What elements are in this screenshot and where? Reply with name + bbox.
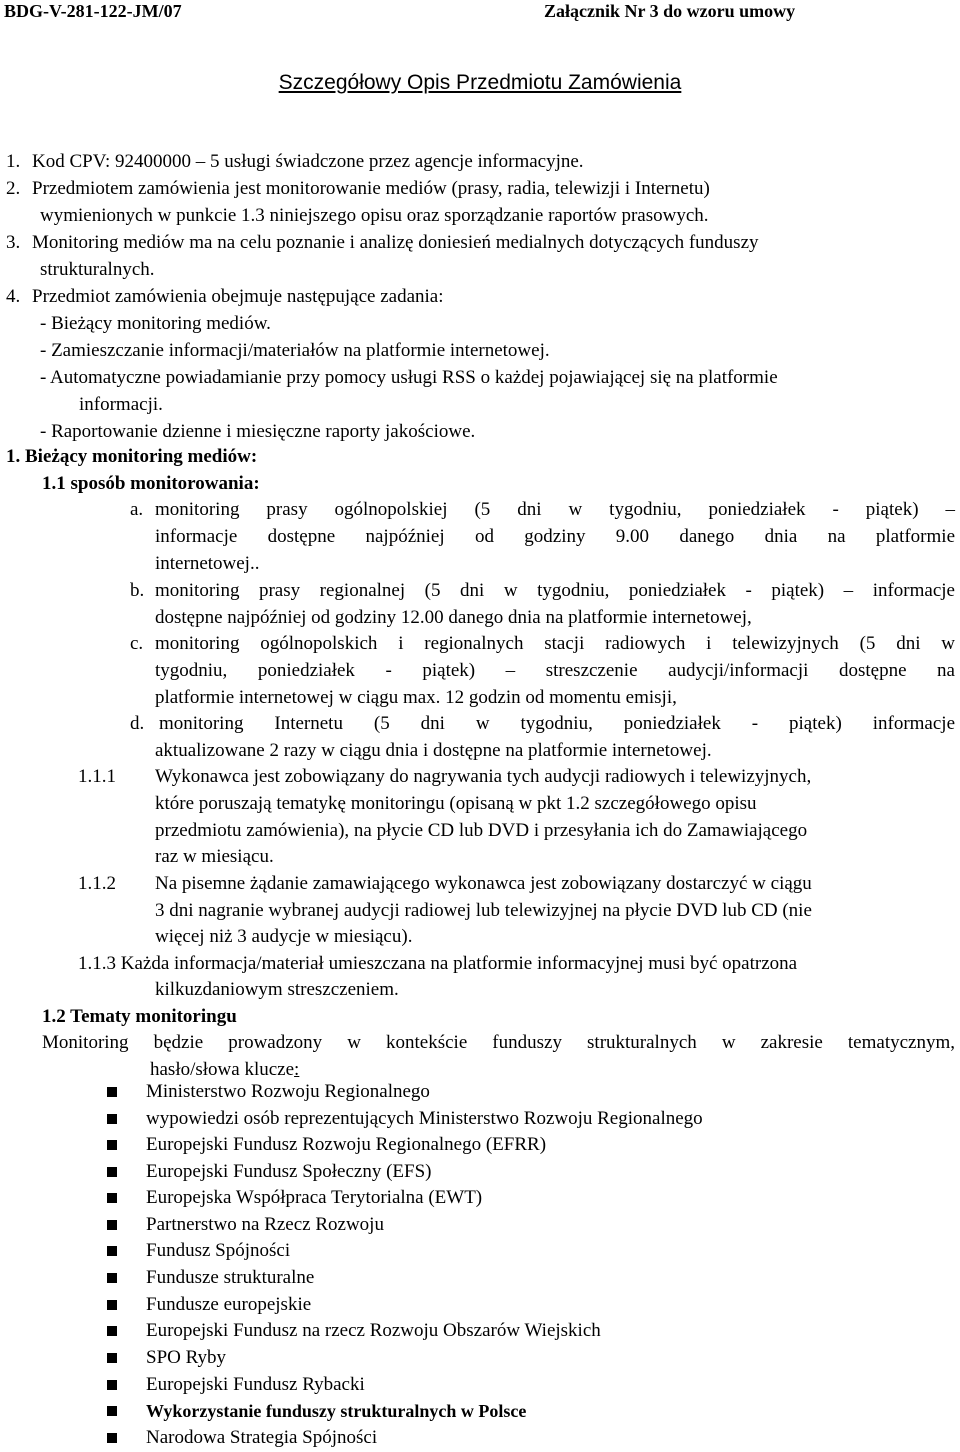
bullet-icon	[107, 1087, 117, 1097]
task-item-continuation: informacji.	[79, 394, 163, 415]
item-a-line: informacje dostępne najpóźniej od godziny 9.00 danego dnia na platformie	[155, 526, 955, 547]
paragraph-line: więcej niż 3 audycje w miesiącu).	[155, 926, 413, 947]
item-a-line: internetowej..	[155, 553, 260, 574]
bullet-icon	[107, 1220, 117, 1230]
section-heading: 1. Bieżący monitoring mediów:	[6, 446, 258, 467]
bullet-icon	[107, 1300, 117, 1310]
paragraph-line: 1.1.3 Każda informacja/materiał umieszczana na platformie informacyjnej musi być opatrzona	[78, 953, 798, 974]
keyword-item: Wykorzystanie funduszy strukturalnych w Polsce	[146, 1401, 527, 1421]
bullet-icon	[107, 1167, 117, 1177]
keyword-item: Europejski Fundusz Społeczny (EFS)	[146, 1161, 432, 1182]
keyword-item: Europejski Fundusz Rybacki	[146, 1374, 365, 1395]
bullet-icon	[107, 1193, 117, 1203]
attachment-label: Załącznik Nr 3 do wzoru umowy	[544, 1, 796, 21]
keyword-item: Europejski Fundusz Rozwoju Regionalnego (EFRR)	[146, 1134, 547, 1155]
keyword-item: Europejski Fundusz na rzecz Rozwoju Obszarów Wiejskich	[146, 1320, 601, 1341]
paragraph-line: raz w miesiącu.	[155, 846, 274, 867]
list-item: Monitoring mediów ma na celu poznanie i analizę doniesień medialnych dotyczących funduszy	[32, 232, 759, 253]
bullet-icon	[107, 1114, 117, 1124]
item-label-d: d.	[130, 713, 145, 734]
item-label-a: a.	[130, 499, 144, 520]
paragraph-number: 1.1.1	[78, 766, 116, 787]
keywords-label: hasło/słowa klucze	[150, 1059, 295, 1080]
subsection-heading: 1.1 sposób monitorowania:	[42, 473, 260, 494]
list-number: 2.	[6, 178, 21, 199]
keyword-item: SPO Ryby	[146, 1347, 227, 1368]
item-b-line: monitoring prasy regionalnej (5 dni w tygodniu, poniedziałek - piątek) – informacje	[155, 580, 955, 601]
paragraph-line: Wykonawca jest zobowiązany do nagrywania tych audycji radiowych i telewizyjnych,	[155, 766, 812, 787]
keywords-colon: :	[294, 1059, 300, 1080]
paragraph-line: przedmiotu zamówienia), na płycie CD lub DVD i przesyłania ich do Zamawiającego	[155, 820, 808, 841]
document-reference: BDG-V-281-122-JM/07	[4, 1, 182, 21]
keyword-item: Fundusze europejskie	[146, 1294, 312, 1315]
bullet-icon	[107, 1246, 117, 1256]
item-d-line: aktualizowane 2 razy w ciągu dnia i dostępne na platformie internetowej.	[155, 740, 712, 761]
list-number: 1.	[6, 151, 21, 172]
item-label-c: c.	[130, 633, 144, 654]
paragraph-line: które poruszają tematykę monitoringu (opisaną w pkt 1.2 szczegółowego opisu	[155, 793, 757, 814]
keyword-item: Partnerstwo na Rzecz Rozwoju	[146, 1214, 384, 1235]
keyword-item: Fundusz Spójności	[146, 1240, 291, 1261]
bullet-icon	[107, 1433, 117, 1443]
paragraph-number: 1.1.2	[78, 873, 116, 894]
section-paragraph: Monitoring będzie prowadzony w kontekście funduszy strukturalnych w zakresie tematycznym,	[42, 1032, 955, 1053]
keyword-item: Ministerstwo Rozwoju Regionalnego	[146, 1081, 430, 1102]
bullet-icon	[107, 1353, 117, 1363]
paragraph-line: 3 dni nagranie wybranej audycji radiowej lub telewizyjnej na płycie DVD lub CD (nie	[155, 900, 812, 921]
list-item-continuation: strukturalnych.	[40, 259, 155, 280]
paragraph-line: Na pisemne żądanie zamawiającego wykonawca jest zobowiązany dostarczyć w ciągu	[155, 873, 812, 894]
bullet-icon	[107, 1406, 117, 1416]
item-c-line: tygodniu, poniedziałek - piątek) – streszczenie audycji/informacji dostępne na	[155, 660, 955, 681]
item-a-line: monitoring prasy ogólnopolskiej (5 dni w tygodniu, poniedziałek - piątek) –	[155, 499, 955, 520]
paragraph-line: kilkuzdaniowym streszczeniem.	[155, 979, 399, 1000]
item-b-line: dostępne najpóźniej od godziny 12.00 danego dnia na platformie internetowej,	[155, 607, 752, 628]
page-title: Szczegółowy Opis Przedmiotu Zamówienia	[278, 71, 682, 94]
task-item: - Bieżący monitoring mediów.	[40, 313, 271, 334]
bullet-icon	[107, 1273, 117, 1283]
list-number: 4.	[6, 286, 21, 307]
item-c-line: monitoring ogólnopolskich i regionalnych stacji radiowych i telewizyjnych (5 dni w	[155, 633, 955, 654]
task-item: - Automatyczne powiadamianie przy pomocy usługi RSS o każdej pojawiającej się na platformie	[40, 367, 778, 388]
list-item: Kod CPV: 92400000 – 5 usługi świadczone przez agencje informacyjne.	[32, 151, 584, 172]
list-item-continuation: wymienionych w punkcie 1.3 niniejszego opisu oraz sporządzanie raportów prasowych.	[40, 205, 709, 226]
bullet-icon	[107, 1140, 117, 1150]
task-item: - Raportowanie dzienne i miesięczne raporty jakościowe.	[40, 421, 476, 442]
keyword-item: wypowiedzi osób reprezentujących Ministerstwo Rozwoju Regionalnego	[146, 1108, 703, 1129]
keyword-item: Europejska Współpraca Terytorialna (EWT)	[146, 1187, 483, 1208]
keyword-item: Fundusze strukturalne	[146, 1267, 315, 1288]
item-c-line: platformie internetowej w ciągu max. 12 godzin od momentu emisji,	[155, 687, 677, 708]
keyword-item: Narodowa Strategia Spójności	[146, 1427, 378, 1448]
list-item: Przedmiotem zamówienia jest monitorowanie mediów (prasy, radia, telewizji i Internetu)	[32, 178, 710, 199]
list-number: 3.	[6, 232, 21, 253]
list-item: Przedmiot zamówienia obejmuje następujące zadania:	[32, 286, 444, 307]
bullet-icon	[107, 1380, 117, 1390]
item-label-b: b.	[130, 580, 145, 601]
task-item: - Zamieszczanie informacji/materiałów na platformie internetowej.	[40, 340, 550, 361]
item-d-line: monitoring Internetu (5 dni w tygodniu, poniedziałek - piątek) informacje	[159, 713, 955, 734]
section-heading: 1.2 Tematy monitoringu	[42, 1006, 237, 1027]
bullet-icon	[107, 1326, 117, 1336]
